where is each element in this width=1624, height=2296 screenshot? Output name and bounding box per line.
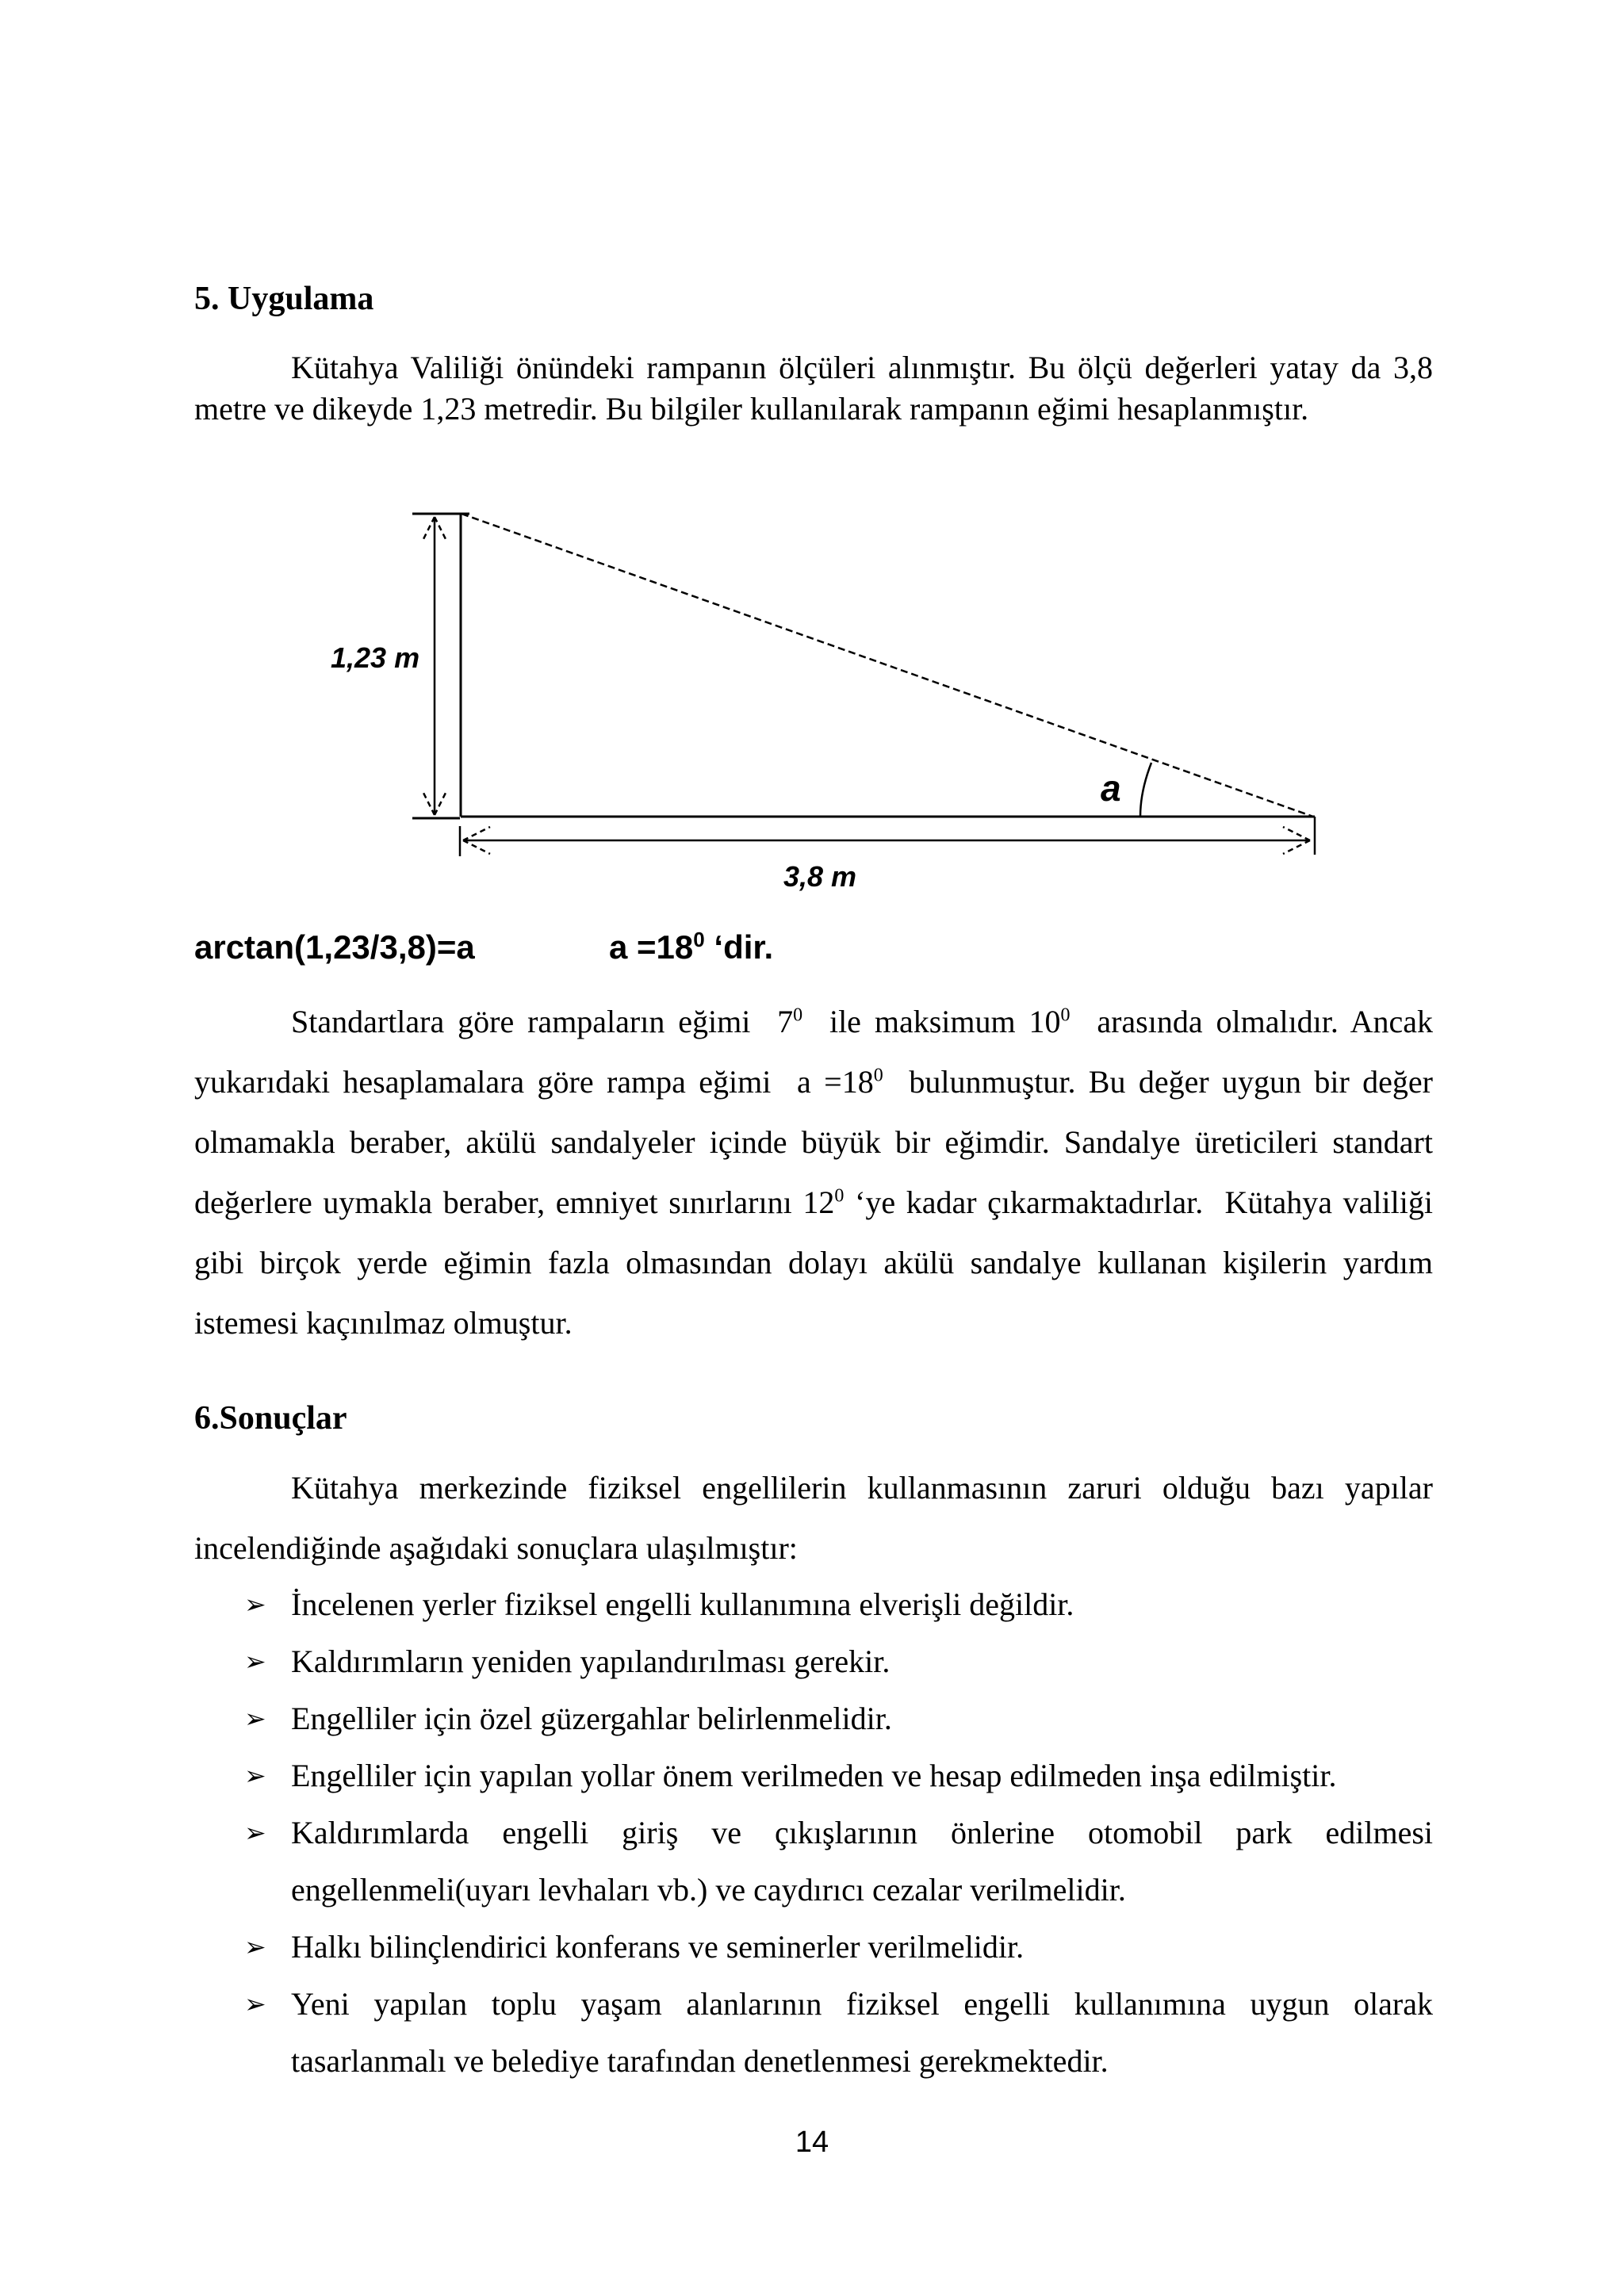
triangle-hypotenuse bbox=[462, 514, 1313, 817]
arrow-bullet-icon: ➢ bbox=[244, 1988, 266, 2019]
degree-superscript: 0 bbox=[793, 1004, 803, 1026]
degree-superscript: 0 bbox=[834, 1185, 845, 1207]
arrow-bullet-icon: ➢ bbox=[244, 1646, 266, 1677]
section-5-paragraph: Kütahya Valiliği önündeki rampanın ölçüleri alınmıştır. Bu ölçü değerleri yatay da 3,8 metre ve dikeyde 1,23 metredir. Bu bilgiler kullanılarak rampanın eğimi hesaplanmıştır. bbox=[194, 350, 1433, 427]
section-5-heading: 5. Uygulama bbox=[194, 281, 374, 317]
page-number: 14 bbox=[795, 2126, 829, 2159]
arrow-bullet-icon: ➢ bbox=[244, 1817, 266, 1848]
arrow-bullet-icon: ➢ bbox=[244, 1589, 266, 1620]
list-item bbox=[244, 1633, 1433, 1690]
list-item bbox=[244, 1804, 1433, 1919]
list-item-text: İncelenen yerler fiziksel engelli kullanımına elverişli değildir. bbox=[291, 1586, 1074, 1622]
list-item bbox=[244, 1690, 1433, 1747]
horizontal-dimension-label: 3,8 m bbox=[783, 860, 857, 893]
conclusions-list bbox=[244, 1576, 1433, 2090]
list-item-text: Engelliler için özel güzergahlar belirlenmelidir. bbox=[291, 1701, 892, 1736]
angle-label: a bbox=[1101, 767, 1121, 809]
arctan-formula-line bbox=[194, 928, 1433, 975]
section-6-paragraph: Kütahya merkezinde fiziksel engellilerin kullanmasının zaruri olduğu bazı yapılar incelendiğinde aşağıdaki sonuçlara ulaşılmıştır: bbox=[194, 1470, 1433, 1566]
list-item bbox=[244, 1576, 1433, 1633]
formula-result: $a =18^0$ ʻdir. bbox=[609, 928, 774, 966]
list-item-text: Yeni yapılan toplu yaşam alanlarının fiziksel engelli kullanımına uygun olarak tasarlanmalı ve belediye tarafından denetlenmesi gerekmektedir. bbox=[291, 1986, 1433, 2079]
list-item-text: Kaldırımların yeniden yapılandırılması gerekir. bbox=[291, 1644, 891, 1679]
standards-paragraph: Standartlara göre rampaların eğimi $7^0$ ile maksimum $10^0$ arasında olmalıdır. Ancak yukarıdaki hesaplamalara göre rampa eğimi $a =18^0$ bulunmuştur. Bu değer uygun bir değer olmamakla beraber, akülü sandalyeler içinde büyük bir eğimdir. Sandalye üreticileri standart değerlere uymakla beraber, emniyet sınırlarını $12^0$ ‘ye kadar çıkarmaktadırlar. Kütahya valiliği gibi birçok yerde eğimin fazla olmasından dolayı akülü sandalye kullanan kişilerin yardım istemesi kaçınılmaz olmuştur. bbox=[194, 1004, 1433, 1341]
list-item bbox=[244, 1919, 1433, 1976]
list-item bbox=[244, 1976, 1433, 2090]
arrow-bullet-icon: ➢ bbox=[244, 1760, 266, 1791]
list-item-text: Halkı bilinçlendirici konferans ve seminerler verilmelidir. bbox=[291, 1929, 1025, 1965]
list-item-text: Engelliler için yapılan yollar önem verilmeden ve hesap edilmeden inşa edilmiştir. bbox=[291, 1758, 1337, 1793]
degree-superscript: 0 bbox=[873, 1065, 883, 1086]
list-item bbox=[244, 1747, 1433, 1804]
formula-arctan: arctan(1,23/3,8)=a bbox=[194, 928, 475, 966]
vertical-dimension-label: 1,23 m bbox=[331, 641, 420, 674]
arrow-bullet-icon: ➢ bbox=[244, 1703, 266, 1734]
section-6-heading: 6.Sonuçlar bbox=[194, 1400, 347, 1437]
degree-superscript: 0 bbox=[693, 928, 705, 951]
angle-arc bbox=[1140, 763, 1151, 817]
degree-superscript: 0 bbox=[1060, 1004, 1071, 1026]
list-item-text: Kaldırımlarda engelli giriş ve çıkışlarının önlerine otomobil park edilmesi engellenmeli(uyarı levhaları vb.) ve caydırıcı cezalar verilmelidir. bbox=[291, 1815, 1433, 1908]
arrow-bullet-icon: ➢ bbox=[244, 1931, 266, 1962]
